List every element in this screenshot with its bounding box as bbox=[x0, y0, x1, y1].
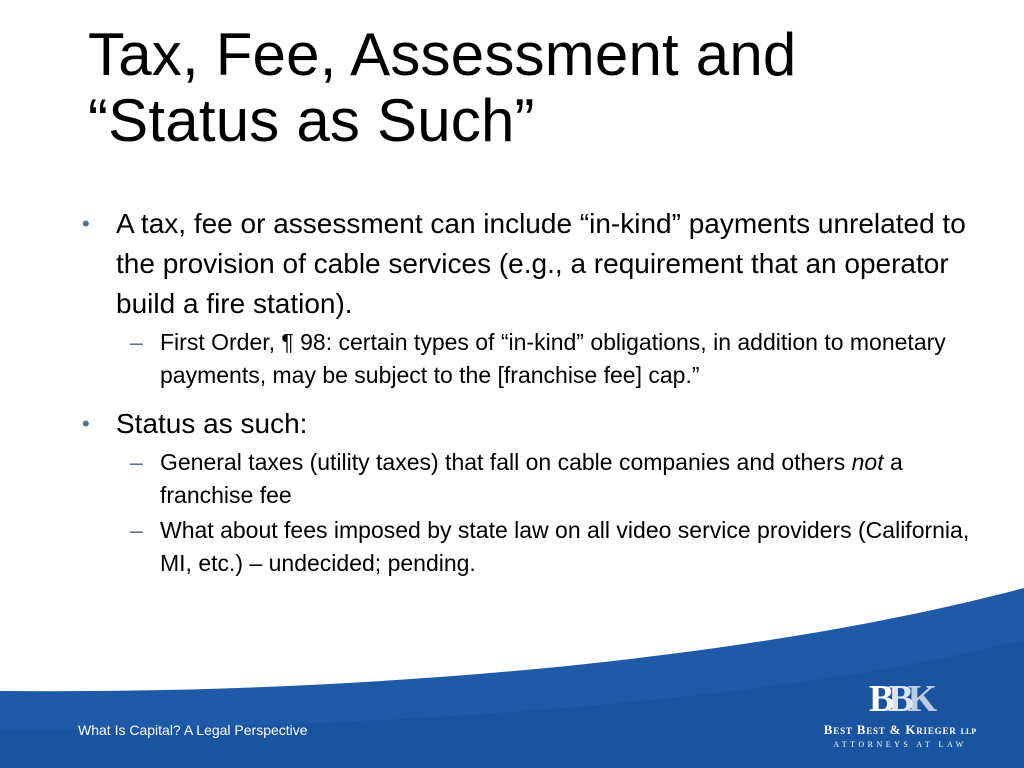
footer-caption: What Is Capital? A Legal Perspective bbox=[78, 722, 308, 738]
bullet-text: A tax, fee or assessment can include “in-kind” payments unrelated to the provision of cable services (e.g., a requirement that an operator build a fire station). bbox=[116, 208, 966, 319]
sub-bullet-item bbox=[78, 514, 988, 580]
firm-name bbox=[815, 722, 985, 738]
bullet-marker: • bbox=[82, 211, 90, 236]
firm-logo bbox=[815, 680, 985, 749]
sub-bullet-text bbox=[160, 449, 903, 508]
bullet-list bbox=[78, 204, 988, 582]
emphasis-text: not bbox=[851, 449, 884, 475]
sub-bullet-item bbox=[78, 326, 988, 392]
sub-bullet-marker: – bbox=[130, 449, 143, 475]
slide-title-line-2: “Status as Such” bbox=[88, 87, 535, 154]
firm-llp: LLP bbox=[960, 727, 977, 736]
sub-bullet-marker: – bbox=[130, 329, 143, 355]
sub-bullet-marker: – bbox=[130, 517, 143, 543]
slide-title bbox=[88, 22, 968, 154]
sub-bullet-text: What about fees imposed by state law on all video service providers (California, MI, etc.) – undecided; pending. bbox=[160, 517, 970, 576]
sub-bullet-text-part: General taxes (utility taxes) that fall on cable companies and others bbox=[160, 449, 852, 475]
bullet-item bbox=[78, 204, 988, 324]
bullet-marker: • bbox=[82, 411, 90, 436]
sub-bullet-text-part: a franchise fee bbox=[160, 449, 903, 508]
bullet-item bbox=[78, 404, 988, 444]
bullet-text: Status as such: bbox=[116, 408, 308, 439]
sub-bullet-text: First Order, ¶ 98: certain types of “in-kind” obligations, in addition to monetary payments, may be subject to the [franchise fee] cap.” bbox=[160, 329, 946, 388]
bbk-monogram-icon: BBK bbox=[868, 678, 932, 720]
firm-tagline: ATTORNEYS AT LAW bbox=[833, 740, 967, 749]
firm-name-text: Best Best & Krieger bbox=[823, 722, 957, 737]
slide-title-line-1: Tax, Fee, Assessment and bbox=[88, 21, 797, 88]
sub-bullet-item bbox=[78, 446, 988, 512]
